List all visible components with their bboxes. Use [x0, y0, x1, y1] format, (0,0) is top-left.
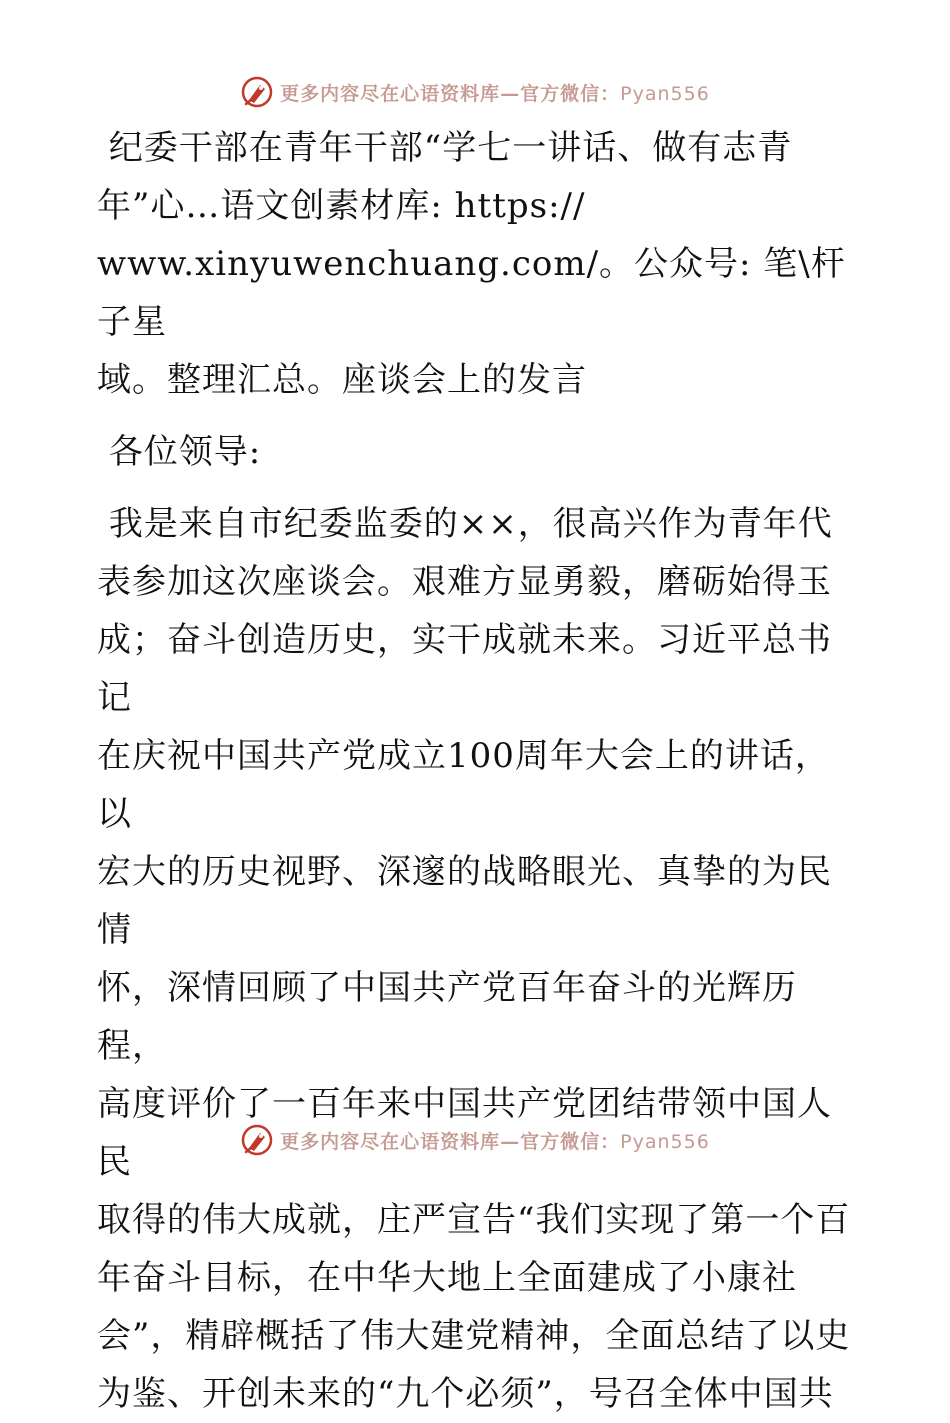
title-line: 纪委干部在青年干部“学七一讲话、做有志青 — [97, 128, 793, 168]
body-line: 取得的伟大成就，庄严宣告“我们实现了第一个百 — [97, 1200, 851, 1240]
header-banner — [0, 72, 950, 112]
body-line: 我是来自市纪委监委的××，很高兴作为青年代 — [97, 504, 833, 544]
footer-banner-text — [280, 1127, 710, 1154]
title-line: 年”心…语文创素材库: https:// — [97, 186, 586, 226]
header-banner-wechat-id: Pyan556 — [620, 82, 710, 105]
pen-nib-logo-icon — [240, 75, 274, 109]
document-body — [97, 119, 857, 1423]
footer-banner-title: 更多内容尽在心语资料库—官方微信： — [280, 1130, 621, 1153]
body-line: 在庆祝中国共产党成立100周年大会上的讲话，以 — [97, 736, 830, 834]
title-line: 域。整理汇总。座谈会上的发言 — [97, 360, 587, 400]
footer-banner-wechat-id: Pyan556 — [620, 1130, 710, 1153]
body-line: 为鉴、开创未来的“九个必须”，号召全体中国共 — [97, 1374, 834, 1414]
body-line: 高度评价了一百年来中国共产党团结带领中国人民 — [97, 1084, 832, 1182]
body-line: 表参加这次座谈会。艰难方显勇毅，磨砺始得玉 — [97, 562, 832, 602]
footer-banner — [0, 1120, 950, 1160]
body-line: 会”，精辟概括了伟大建党精神，全面总结了以史 — [97, 1316, 851, 1356]
body-line: 宏大的历史视野、深邃的战略眼光、真挚的为民情 — [97, 852, 832, 950]
header-banner-title: 更多内容尽在心语资料库—官方微信： — [280, 82, 621, 105]
header-banner-text — [280, 79, 710, 106]
body-line: 怀，深情回顾了中国共产党百年奋斗的光辉历程， — [97, 968, 797, 1066]
salutation: 各位领导: — [97, 432, 262, 472]
body-line: 年奋斗目标，在中华大地上全面建成了小康社 — [97, 1258, 797, 1298]
title-line: www.xinyuwenchuang.com/。公众号: 笔\杆子星 — [97, 244, 846, 342]
body-line: 成；奋斗创造历史，实干成就未来。习近平总书记 — [97, 620, 832, 718]
pen-nib-logo-icon — [240, 1123, 274, 1157]
